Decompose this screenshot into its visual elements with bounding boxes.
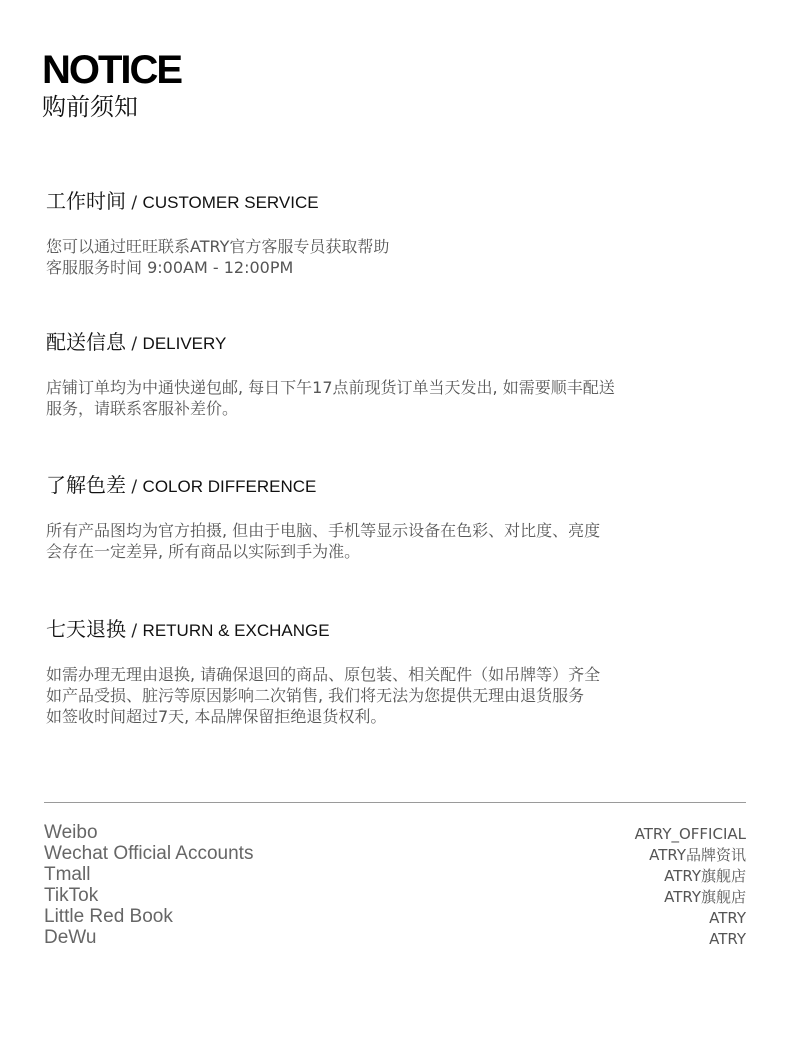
section-line: 会存在一定差异, 所有商品以实际到手为准。 <box>46 542 361 561</box>
footer-row-dewu <box>44 927 746 948</box>
platform-name: Weibo <box>44 822 98 843</box>
section-body <box>46 377 746 419</box>
footer-row-wechat <box>44 843 746 864</box>
section-line: 所有产品图均为官方拍摄, 但由于电脑、手机等显示设备在色彩、对比度、亮度 <box>46 521 601 540</box>
section-title-en: DELIVERY <box>142 334 227 353</box>
section-body <box>46 520 746 562</box>
section-line: 客服服务时间 9:00AM - 12:00PM <box>46 258 294 277</box>
footer-row-tmall <box>44 864 746 885</box>
platform-name: DeWu <box>44 927 97 948</box>
section-title-en: RETURN & EXCHANGE <box>142 621 330 640</box>
section-line: 如产品受损、脏污等原因影响二次销售, 我们将无法为您提供无理由退货服务 <box>46 686 585 705</box>
footer-divider <box>44 802 746 803</box>
section-heading <box>46 187 746 222</box>
account-name: ATRY_OFFICIAL <box>634 825 746 843</box>
notice-header <box>42 48 181 122</box>
section-title-cn: 了解色差 <box>46 473 126 497</box>
platform-name: TikTok <box>44 885 99 906</box>
platform-name: Wechat Official Accounts <box>44 843 254 864</box>
platform-name: Little Red Book <box>44 906 173 927</box>
account-name: ATRY <box>709 909 746 927</box>
account-name: ATRY旗舰店 <box>664 867 746 885</box>
footer-row-little-red-book <box>44 906 746 927</box>
section-line: 服务，请联系客服补差价。 <box>46 399 239 418</box>
account-name: ATRY <box>709 930 746 948</box>
page-title: NOTICE <box>42 48 182 92</box>
section-customer-service <box>46 187 746 278</box>
section-color-difference <box>46 471 746 562</box>
platform-name: Tmall <box>44 864 91 885</box>
section-line: 如签收时间超过7天, 本品牌保留拒绝退货权利。 <box>46 707 387 726</box>
section-title-en: CUSTOMER SERVICE <box>142 193 319 212</box>
section-heading <box>46 328 746 363</box>
section-body <box>46 664 746 727</box>
footer-row-tiktok <box>44 885 746 906</box>
section-title-cn: 配送信息 <box>46 330 126 354</box>
section-heading <box>46 615 746 650</box>
social-accounts-footer <box>44 822 746 948</box>
account-name: ATRY品牌资讯 <box>649 846 746 864</box>
section-return-exchange <box>46 615 746 727</box>
section-line: 您可以通过旺旺联系ATRY官方客服专员获取帮助 <box>46 237 390 256</box>
page-subtitle: 购前须知 <box>42 93 138 121</box>
section-separator: / <box>126 193 143 213</box>
section-title-cn: 七天退换 <box>46 617 126 641</box>
section-title-cn: 工作时间 <box>46 189 126 213</box>
section-heading <box>46 471 746 506</box>
section-delivery <box>46 328 746 419</box>
section-separator: / <box>126 621 143 641</box>
section-line: 店铺订单均为中通快递包邮, 每日下午17点前现货订单当天发出, 如需要顺丰配送 <box>46 378 615 397</box>
section-body <box>46 236 746 278</box>
section-title-en: COLOR DIFFERENCE <box>142 477 317 496</box>
account-name: ATRY旗舰店 <box>664 888 746 906</box>
footer-row-weibo <box>44 822 746 843</box>
section-line: 如需办理无理由退换, 请确保退回的商品、原包装、相关配件（如吊牌等）齐全 <box>46 665 601 684</box>
section-separator: / <box>126 334 143 354</box>
section-separator: / <box>126 477 143 497</box>
